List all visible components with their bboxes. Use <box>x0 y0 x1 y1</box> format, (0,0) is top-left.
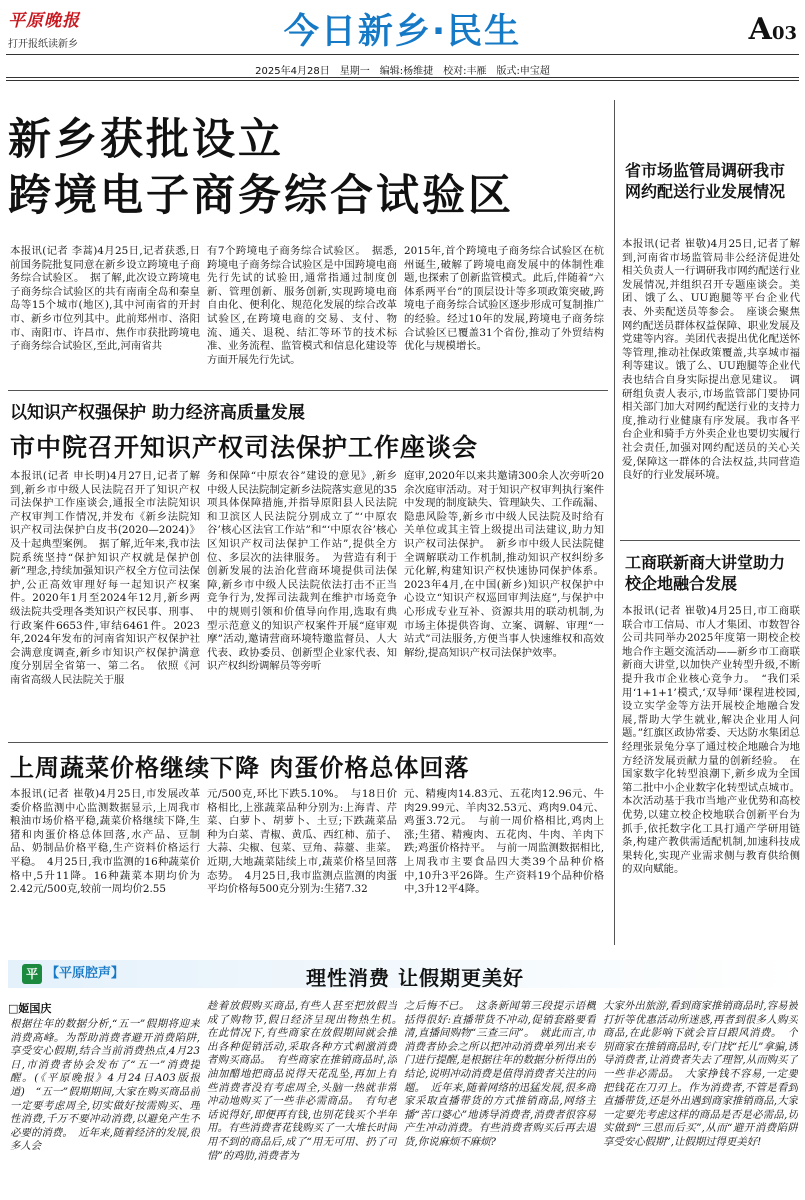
side1-body: 本报讯(记者 崔敬)4月25日,记者了解到,河南省市场监管局非公经济促进处相关负责人一行调研我市网约配送行业发展情况,并组织召开专题座谈会。美团、饿了么、UU跑腿等平台企业代表、外卖配送员等参会。 座谈会聚焦网约配送员群体权益保障、职业发展及党建等内容。美团代表提出优化配送怀等管理,推动社保政策覆盖,共享城市福利等建议。饿了么、UU跑腿等企业代表也结合自身实际提出意见建议。 调研组负责人表示,市场监管部门要协同相关部门加大对网约配送行业的支持力度,推动行业健康有序发展。我市各平台企业和骑手方外卖企业也要切实履行社会责任,加强对网约配送员的关心关爱,保障这一群体的合法权益,共同营造良好的行业发展环境。 <box>622 238 800 482</box>
column-logo-icon: 平 <box>22 964 42 984</box>
sidebar-divider <box>620 540 800 541</box>
column-divider-2 <box>614 545 615 945</box>
side1-headline: 省市场监管局调研我市网约配送行业发展情况 <box>625 161 786 201</box>
ip-col-1: 本报讯(记者 申长明)4月27日,记者了解到,新乡市中级人民法院召开了知识产权司法保护工作座谈会,通报全市法院知识产权审判工作情况,并发布《新乡法院知识产权司法保护白皮书(2020—2024)》及十起典型案例。 据了解,近年来,我市法院系统坚持“保护知识产权就是保护创新”理念,持续加强知识产权全方位司法保护,公正高效审理好每一起知识产权案件。2020年1月至2024年12月,新乡两级法院共受理各类知识产权民事、刑事、行政案件6653件,审结6461件。2023年,2024年发布的河南省知识产权保护社会满意度调查,新乡市知识产权保护满意度分别居全省第一、第二名。 依照《河南省高级人民法院关于服 <box>10 470 200 686</box>
editorial-col-1: 根据往年的数据分析,“五一”假期将迎来消费高峰。为帮助消费者避开消费陷阱,享受安心假期,结合当前消费热点,4月23日,市消费者协会发布了“五一”消费提醒。(《平原晚报》4月24日A03版报道) “五一”假期期间,大家在购买商品前一定要考虑周全,切实做好按需购买、理性消费,千万不要冲动消费,以避免产生不必要的消费。 近年来,随着经济的发展,很多人会 <box>10 1018 200 1153</box>
side2-headline: 工商联新商大讲堂助力校企地融合发展 <box>625 553 786 593</box>
lead-headline-line1: 新乡获批设立 <box>8 115 284 165</box>
editorial-column-tag: 【平原腔声】 <box>46 966 125 981</box>
veg-col-1: 本报讯(记者 崔敬)4月25日,市发展改革委价格监测中心监测数据显示,上周我市粮油市场价格平稳,蔬菜价格继续下降,生猪和肉蛋价格总体回落,水产品、豆制品、奶制品价格平稳,生产资料价格运行平稳。 4月25日,我市监测的16种蔬菜价格中,5升11降。16种蔬菜本期均价为2.42元/500克,较前一周均价2.55 <box>10 788 200 896</box>
page-letter: A <box>748 12 772 47</box>
section-divider-2 <box>8 742 608 743</box>
veg-col-3: 元、精瘦肉14.83元、五花肉12.96元、牛肉29.99元、羊肉32.53元、鸡肉9.04元、鸡蛋3.72元。 与前一周价格相比,鸡肉上涨;生猪、精瘦肉、五花肉、牛肉、羊肉下跌;鸡蛋价格持平。 与前一周监测数据相比,上周我市主要食品四大类39个品种价格中,10升3平26降。生产资料19个品种价格中,3升12平4降。 <box>404 788 604 896</box>
editorial-col-4: 大家外出旅游,看到商家推销商品时,容易被打折等优惠活动所迷惑,再者到很多人购买商品,在此影响下就会盲目跟风消费。 个别商家在推销商品时,专门找“托儿”拿骗,诱导消费者,让消费者失去了理智,从而购买了一些非必需品。 大家挣钱不容易,一定要把钱花在刀刃上。作为消费者,不管是看到直播带货,还是外出遇到商家推销商品,大家一定要先考虑这样的商品是否是必需品,切实做到“三思而后买”,从而“避开消费陷阱 享受安心假期”,让假期过得更美好! <box>603 1000 798 1148</box>
newspaper-logo: 平原晚报 <box>8 11 80 31</box>
dateline-rule-bottom <box>6 80 799 81</box>
lead-col-1: 本报讯(记者 李蒿)4月25日,记者获悉,日前国务院批复同意在新乡设立跨境电子商务综合试验区。 据了解,此次设立跨境电子商务综合试验区的共有南南全岛和秦皇岛等15个城市(地区),其中河南省的开封市、新乡市位列其中。此前郑州市、洛阳市、南阳市、许昌市、焦作市获批跨境电子商务综合试验区,至此,河南省共 <box>10 245 200 353</box>
page-digits: 03 <box>771 23 797 44</box>
dateline-rule-top <box>6 77 799 78</box>
lead-col-2: 有7个跨境电子商务综合试验区。 据悉,跨境电子商务综合试验区是中国跨境电商先行先试的试验田,通常指通过制度创新、管理创新、服务创新,实现跨境电商自由化、便利化、规范化发展的综合改革试验区,在跨境电商的交易、支付、物流、通关、退税、结汇等环节的技术标准、业务流程、监管模式和信息化建设等方面开展先行先试。 <box>207 245 397 366</box>
lead-col-3: 2015年,首个跨境电子商务综合试验区在杭州诞生,破解了跨境电商发展中的体制性难题,也探索了创新监管模式。此后,伴随着“六体系两平台”的顶层设计等多项政策突破,跨境电子商务综合试验区逐步形成可复制推广的经验。经过10年的发展,跨境电子商务综合试验区已覆盖31个省份,推动了外贸结构优化与规模增长。 <box>404 245 604 353</box>
newspaper-slogan: 打开报纸读新乡 <box>8 39 78 50</box>
column-divider-1 <box>614 100 615 545</box>
editorial-col-3: 之后悔不已。 这条新闻第三段提示语概括得很好:直播带货不冲动,促销套路要看清,直播间购物“三查三问”。 就此而言,市消费者协会之所以把冲动消费单列出来专门进行提醒,是根据往年的数据分析得出的结论,说明冲动消费是值得消费者关注的问题。 近年来,随着网络的迅猛发展,很多商家采取直播带货的方式推销商品,网络主播“苦口婆心”地诱导消费者,消费者很容易产生冲动消费。有些消费者购买后再去退货,你说麻烦不麻烦? <box>404 1000 596 1148</box>
section-title: 今日新乡·民生 <box>283 12 522 52</box>
veg-col-2: 元/500克,环比下跌5.10%。 与18日价格相比,上涨蔬菜品种分别为:上海青、芹菜、白萝卜、胡萝卜、土豆;下跌蔬菜品种为白菜、青椒、黄瓜、西红柿、茄子、大蒜、尖椒、包菜、豆角、蒜薹、韭菜。近期,大地蔬菜陆续上市,蔬菜价格呈回落态势。 4月25日,我市监测点监测的肉蛋平均价格每500克分别为:生猪7.32 <box>207 788 397 896</box>
dateline: 2025年4月28日 星期一 编辑:杨维捷 校对:丰雁 版式:申宝超 <box>255 66 550 77</box>
editorial-byline: □姬国庆 <box>8 1002 52 1015</box>
ip-headline: 市中院召开知识产权司法保护工作座谈会 <box>10 433 479 462</box>
section-divider-1 <box>8 390 608 391</box>
page-number <box>749 12 797 47</box>
masthead-rule <box>6 54 799 55</box>
ip-col-3: 庭审,2020年以来共邀请300余人次旁听20余次庭审活动。对于知识产权审判执行案件中发现的制度缺失、管理缺失、工作疏漏、隐患风险等,新乡市中级人民法院及时给有关单位或其主管上级提出司法建议,助力知识产权司法保护。 新乡市中级人民法院健全调解联动工作机制,推动知识产权纠纷多元化解,构建知识产权快速协同保护体系。2023年4月,在中国(新乡)知识产权保护中心设立“知识产权巡回审判法庭”,与保护中心形成专业互补、资源共用的联动机制,为市场主体提供咨询、立案、调解、审理“一站式”司法服务,方便当事人快速维权和高效解纷,提高知识产权司法保护效率。 <box>404 470 604 659</box>
side2-body: 本报讯(记者 崔敬)4月25日,市工商联联合市工信局、市人才集团、市数智谷公司共同举办2025年度第一期校企校地合作主题交流活动——新乡市工商联新商大讲堂,以加快产业转型升级,不断提升我市企业核心竞争力。 “我们采用‘1+1+1’模式,‘双导师’课程进校园,设立实学金等方法开展校企地融合发展,帮助大学生就业,解决企业用人问题。”红旗区政协常委、天达防水集团总经理张景兔分享了通过校企地融合为地方经济发展贡献力量的创新经验。 在国家数字化转型浪潮下,新乡成为全国第二批中小企业数字化转型试点城市。本次活动基于我市当地产业优势和高校优势,以建立校企校地联合创新平台为抓手,依托数字化工具打通产学研用链条,构建产教供需适配机制,加速科技成果转化,实现产业需求侧与教育供给侧的双向赋能。 <box>622 605 800 876</box>
editorial-headline: 理性消费 让假期更美好 <box>306 966 524 990</box>
ip-col-2: 务和保障“中原农谷”建设的意见》,新乡中级人民法院制定新乡法院落实意见的35项具体保障措施,并指导原阳县人民法院和卫滨区人民法院分别成立了“‘中原农谷’核心区法官工作站”和“‘中原农谷’核心区知识产权司法保护工作站”,提供全方位、多层次的法律服务。 为营造有利于创新发展的法治化营商环境提供司法保障,新乡市中级人民法院依法打击不正当竞争行为,发挥司法裁判在维护市场竞争中的规则引领和价值导向作用,选取有典型示范意义的知识产权案件开展“庭审观摩”活动,邀请营商环境特邀监督员、人大代表、政协委员、创新型企业家代表、知识产权纠纷调解员等旁听 <box>207 470 397 673</box>
editorial-col-2: 趁着放假购买商品,有些人甚至把放假当成了购物节,假日经济呈现出物热生机。 在此情况下,有些商家在放假期间就会推出各种促销活动,采取各种方式刺激消费者购买商品。 有些商家在推销商品时,添油加醋地把商品说得天花乱坠,再加上有些消费者没有考虑周全,头脑一热就非常冲动地购买了一些非必需商品。 有句老话说得好,即便再有钱,也别花钱买个半年用。有些消费者花钱购买了一大堆长时间用不到的商品后,成了“用无可用、扔了可惜”的鸡肋,消费者为 <box>207 1000 397 1162</box>
ip-kicker: 以知识产权强保护 助力经济高质量发展 <box>10 403 305 423</box>
lead-headline-line2: 跨境电子商务综合试验区 <box>8 171 514 221</box>
lead-headline <box>8 112 613 224</box>
veg-headline: 上周蔬菜价格继续下降 肉蛋价格总体回落 <box>10 754 470 782</box>
